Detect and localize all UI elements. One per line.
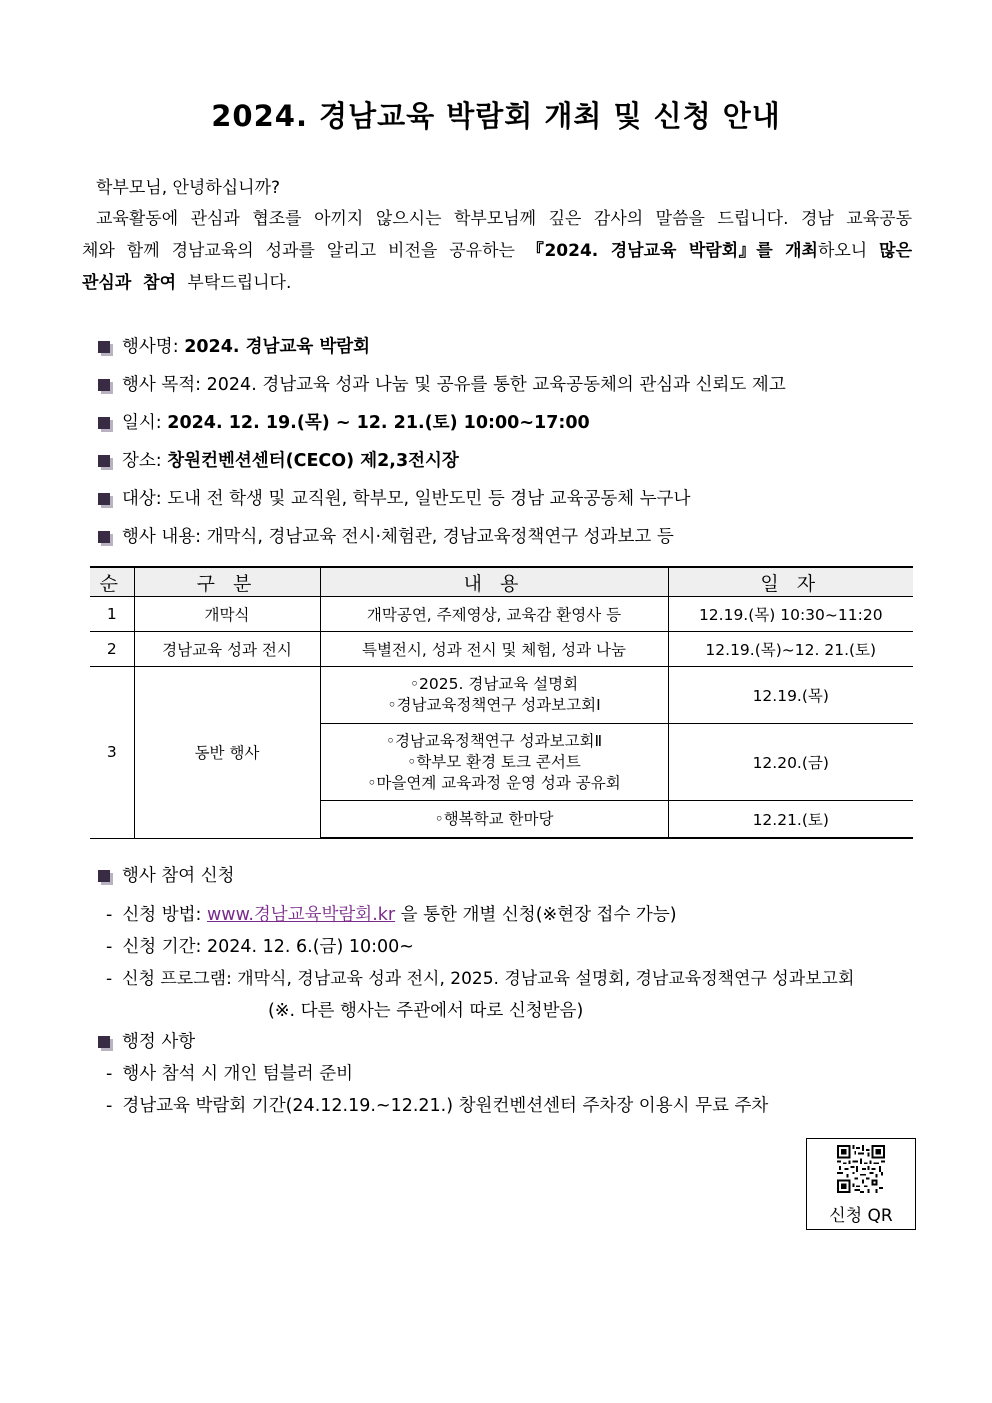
square-bullet-icon <box>98 493 110 505</box>
apply-website-link[interactable]: www.경남교육박람회.kr <box>206 905 396 925</box>
cell-no: 1 <box>90 597 134 632</box>
cell-content <box>320 724 668 801</box>
intro-bold-1: 『2024. 경남교육 박람회』를 개최 <box>526 241 818 261</box>
cell-category: 개막식 <box>134 597 320 632</box>
cell-content <box>320 667 668 724</box>
cell-date: 12.19.(목) <box>668 667 913 724</box>
apply-program <box>106 966 854 992</box>
dash-icon: - <box>106 1064 113 1084</box>
bullet-label: 대상: <box>122 489 168 509</box>
apply-heading <box>98 863 235 889</box>
table-row <box>90 632 913 667</box>
intro-bold-2: 많은 관심과 참여 <box>82 241 913 293</box>
apply-method <box>106 902 677 928</box>
intro-text-2: 하오니 <box>817 241 880 261</box>
cell-date: 12.19.(목) 10:30~11:20 <box>668 597 913 632</box>
content-line: ◦마을연계 교육과정 운영 성과 공유회 <box>367 773 621 792</box>
content-line: ◦경남교육정책연구 성과보고회Ⅱ <box>385 731 603 750</box>
intro-paragraph <box>82 203 912 299</box>
cell-category: 경남교육 성과 전시 <box>134 632 320 667</box>
bullet-event-date <box>98 410 590 436</box>
cell-content <box>320 801 668 839</box>
cell-date: 12.20.(금) <box>668 724 913 801</box>
bullet-event-purpose <box>98 372 786 398</box>
admin-item-text: 행사 참석 시 개인 텀블러 준비 <box>122 1064 354 1084</box>
table-row <box>90 667 913 724</box>
bullet-label: 행사 목적: <box>122 375 207 395</box>
cell-no: 2 <box>90 632 134 667</box>
apply-program-note: (※. 다른 행사는 주관에서 따로 신청받음) <box>268 1001 584 1021</box>
bullet-value: 2024. 경남교육 박람회 <box>184 337 371 357</box>
bullet-label: 장소: <box>122 451 168 471</box>
dash-icon: - <box>106 905 113 925</box>
apply-method-label: 신청 방법: <box>122 905 207 925</box>
bullet-label: 행사명: <box>122 337 185 357</box>
document-title: 2024. 경남교육 박람회 개최 및 신청 안내 <box>211 99 781 133</box>
admin-item <box>106 1061 353 1087</box>
content-line: ◦행복학교 한마당 <box>434 809 554 828</box>
dash-icon: - <box>106 937 113 957</box>
bullet-value: 도내 전 학생 및 교직원, 학부모, 일반도민 등 경남 교육공동체 누구나 <box>167 489 691 509</box>
admin-item <box>106 1093 768 1119</box>
cell-content: 특별전시, 성과 전시 및 체험, 성과 나눔 <box>320 632 668 667</box>
apply-period-text: 신청 기간: 2024. 12. 6.(금) 10:00~ <box>122 937 414 957</box>
square-bullet-icon <box>98 1036 110 1048</box>
header-no: 순 <box>90 567 134 597</box>
cell-date: 12.19.(목)~12. 21.(토) <box>668 632 913 667</box>
apply-method-rest: 을 통한 개별 신청(※현장 접수 가능) <box>395 905 677 925</box>
square-bullet-icon <box>98 379 110 391</box>
qr-code-icon[interactable] <box>837 1145 885 1193</box>
square-bullet-icon <box>98 870 110 882</box>
apply-period <box>106 934 414 960</box>
square-bullet-icon <box>98 531 110 543</box>
intro-text-3: 부탁드립니다. <box>176 273 292 293</box>
bullet-value: 2024. 12. 19.(목) ~ 12. 21.(토) 10:00~17:00 <box>167 413 590 433</box>
bullet-event-audience <box>98 486 690 512</box>
greeting-text: 학부모님, 안녕하십니까? <box>96 178 281 198</box>
bullet-label: 일시: <box>122 413 168 433</box>
dash-icon: - <box>106 969 113 989</box>
cell-date: 12.21.(토) <box>668 801 913 839</box>
table-header-row <box>90 567 913 597</box>
content-line: ◦경남교육정책연구 성과보고회Ⅰ <box>387 696 601 714</box>
bullet-value: 2024. 경남교육 성과 나눔 및 공유를 통한 교육공동체의 관심과 신뢰도 제고 <box>206 375 786 395</box>
schedule-table <box>90 566 913 839</box>
qr-label: 신청 QR <box>829 1206 893 1226</box>
admin-heading-text: 행정 사항 <box>122 1032 196 1052</box>
header-date: 일 자 <box>668 567 913 597</box>
intro-text-1: 교육활동에 관심과 협조를 아끼지 않으시는 학부모님께 깊은 감사의 말씀을 드립니다. 경남 교육공동체와 함께 경남교육의 성과를 알리고 비전을 공유하는 <box>82 209 912 261</box>
content-line: ◦학부모 환경 토크 콘서트 <box>407 752 581 771</box>
square-bullet-icon <box>98 341 110 353</box>
bullet-value: 창원컨벤션센터(CECO) 제2,3전시장 <box>167 451 459 471</box>
content-line: ◦2025. 경남교육 설명회 <box>409 675 579 693</box>
admin-item-text: 경남교육 박람회 기간(24.12.19.~12.21.) 창원컨벤션센터 주차장 이용시 무료 주차 <box>122 1096 769 1116</box>
bullet-event-name <box>98 334 370 360</box>
table-row <box>90 597 913 632</box>
apply-program-text: 신청 프로그램: 개막식, 경남교육 성과 전시, 2025. 경남교육 설명회, 경남교육정책연구 성과보고회 <box>122 969 855 989</box>
admin-heading <box>98 1029 195 1055</box>
bullet-value: 개막식, 경남교육 전시·체험관, 경남교육정책연구 성과보고 등 <box>206 527 674 547</box>
qr-box[interactable] <box>806 1138 916 1230</box>
header-category: 구 분 <box>134 567 320 597</box>
square-bullet-icon <box>98 417 110 429</box>
dash-icon: - <box>106 1096 113 1116</box>
bullet-event-venue <box>98 448 459 474</box>
apply-heading-text: 행사 참여 신청 <box>122 866 235 886</box>
cell-no: 3 <box>90 667 134 839</box>
bullet-label: 행사 내용: <box>122 527 207 547</box>
cell-content: 개막공연, 주제영상, 교육감 환영사 등 <box>320 597 668 632</box>
cell-category: 동반 행사 <box>134 667 320 839</box>
square-bullet-icon <box>98 455 110 467</box>
header-content: 내 용 <box>320 567 668 597</box>
bullet-event-content <box>98 524 674 550</box>
